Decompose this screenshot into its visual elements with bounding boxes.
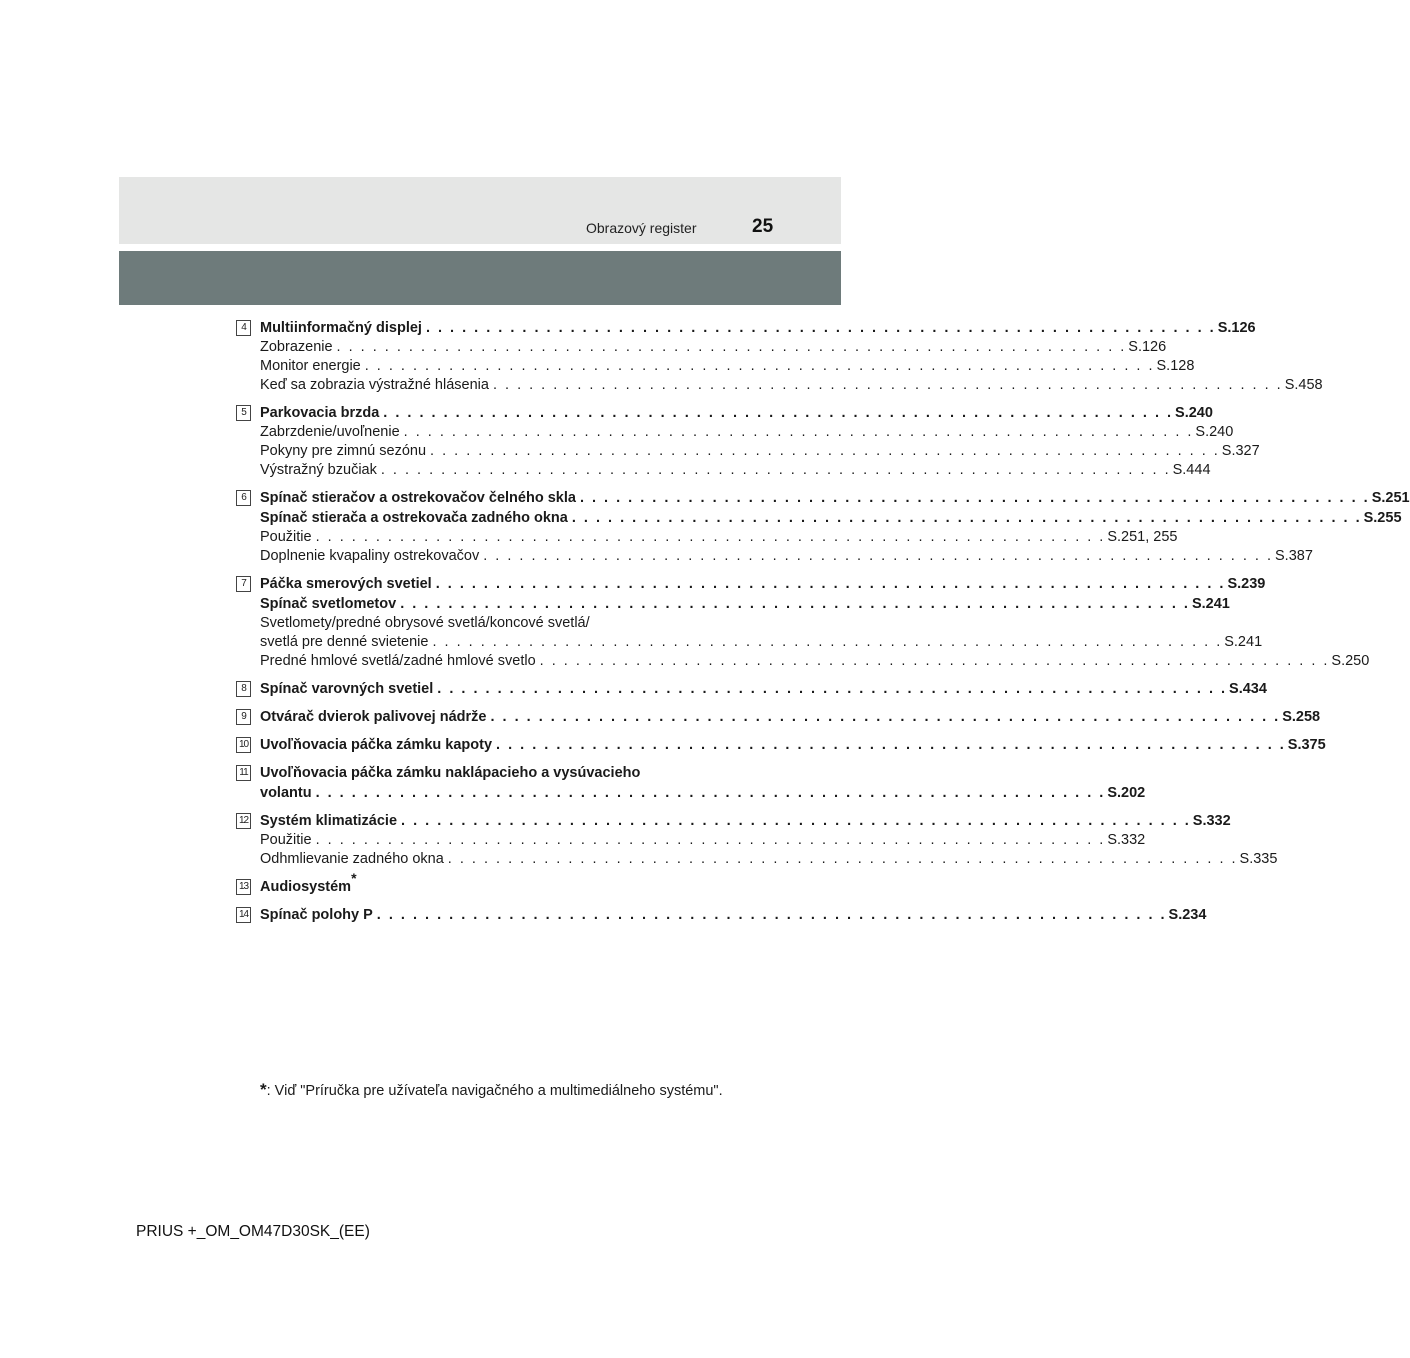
dot-leader: . . . . . . . . . . . . . . . . . . . . . . . . . . . . . . . . . . . . . . . . . . . . . . . . . . . . . . . . . . . . . . . . . . (571, 510, 1362, 526)
page-reference: S.250 (1331, 653, 1370, 669)
page-reference: S.202 (1107, 785, 1146, 801)
callout-number-marker: 12 (236, 813, 251, 829)
header-band-light (119, 177, 841, 244)
callout-number-marker: 6 (236, 490, 251, 506)
index-entry-sub[interactable] (260, 547, 1313, 566)
entry-label: Spínač stieračov a ostrekovačov čelného skla (260, 490, 576, 506)
page-reference: S.327 (1221, 443, 1260, 459)
dot-leader: . . . . . . . . . . . . . . . . . . . . . . . . . . . . . . . . . . . . . . . . . . . . . . . . . . . . . . . . . . . . . . . . . . (430, 443, 1220, 459)
index-entry-main[interactable] (260, 594, 1230, 614)
document-code: PRIUS +_OM_OM47D30SK_(EE) (136, 1223, 370, 1240)
index-group-8 (236, 679, 1267, 699)
page-reference: S.240 (1175, 405, 1213, 421)
callout-number-marker: 8 (236, 681, 251, 697)
index-group-13 (236, 870, 724, 897)
index-entry-main[interactable] (260, 905, 1207, 925)
index-group-6 (236, 488, 1410, 566)
index-entry-main[interactable] (260, 707, 1321, 727)
page-reference: S.251 (1371, 490, 1410, 506)
dot-leader: . . . . . . . . . . . . . . . . . . . . . . . . . . . . . . . . . . . . . . . . . . . . . . . . . . . . . . . . . . . . . . . . . . (315, 832, 1106, 848)
index-entry-main[interactable] (260, 763, 724, 783)
entry-label: Keď sa zobrazia výstražné hlásenia (260, 377, 489, 393)
page-reference: S.258 (1282, 709, 1321, 725)
entry-label: Predné hmlové svetlá/zadné hmlové svetlo (260, 653, 536, 669)
index-entry-main[interactable] (260, 735, 1326, 755)
entry-label: Výstražný bzučiak (260, 462, 377, 478)
index-entry-main[interactable] (260, 508, 1402, 528)
page-reference: S.335 (1239, 851, 1278, 867)
index-entry-main[interactable] (260, 488, 1410, 508)
page-reference: S.128 (1156, 358, 1195, 374)
index-entry-sub[interactable] (260, 423, 1234, 442)
callout-number-marker: 4 (236, 320, 251, 336)
entry-label: Uvoľňovacia páčka zámku kapoty (260, 737, 493, 753)
index-entry-main[interactable] (260, 811, 1231, 831)
index-entry-sub[interactable] (260, 357, 1195, 376)
entry-label: Spínač stierača a ostrekovača zadného okna (260, 510, 568, 526)
page-reference: S.332 (1107, 832, 1146, 848)
entry-label: Spínač varovných svetiel (260, 681, 434, 697)
callout-number-marker: 7 (236, 576, 251, 592)
index-entry-sub[interactable] (260, 633, 1263, 652)
index-group-9 (236, 707, 1321, 727)
dot-leader: . . . . . . . . . . . . . . . . . . . . . . . . . . . . . . . . . . . . . . . . . . . . . . . . . . . . . . . . . . . . . . . . . . (364, 358, 1155, 374)
page-reference: S.387 (1275, 548, 1313, 564)
callout-number-marker: 11 (236, 765, 251, 781)
dot-leader: . . . . . . . . . . . . . . . . . . . . . . . . . . . . . . . . . . . . . . . . . . . . . . . . . . . . . . . . . . . . . . . . . . (435, 576, 1226, 592)
callout-number-marker: 13 (236, 879, 251, 895)
index-entry-sub[interactable] (260, 376, 1323, 395)
dot-leader: . . . . . . . . . . . . . . . . . . . . . . . . . . . . . . . . . . . . . . . . . . . . . . . . . . . . . . . . . . . . . . . . . . (315, 785, 1106, 801)
dot-leader: . . . . . . . . . . . . . . . . . . . . . . . . . . . . . . . . . . . . . . . . . . . . . . . . . . . . . . . . . . . . . . . . . . (496, 737, 1286, 753)
callout-number-marker: 14 (236, 907, 251, 923)
page-reference: S.255 (1363, 510, 1402, 526)
entry-label: Multiinformačný displej (260, 320, 422, 336)
entry-label: Spínač polohy P (260, 907, 373, 923)
callout-number-marker: 5 (236, 405, 251, 421)
callout-number-marker: 10 (236, 737, 251, 753)
dot-leader: . . . . . . . . . . . . . . . . . . . . . . . . . . . . . . . . . . . . . . . . . . . . . . . . . . . . . . . . . . . . . . . . . . (492, 377, 1283, 393)
dot-leader: . . . . . . . . . . . . . . . . . . . . . . . . . . . . . . . . . . . . . . . . . . . . . . . . . . . . . . . . . . . . . . . . . . (483, 548, 1273, 564)
page-reference: S.241 (1191, 596, 1230, 612)
dot-leader: . . . . . . . . . . . . . . . . . . . . . . . . . . . . . . . . . . . . . . . . . . . . . . . . . . . . . . . . . . . . . . . . . . (401, 813, 1191, 829)
page-reference: S.240 (1195, 424, 1234, 440)
page-reference: S.126 (1128, 339, 1167, 355)
index-entry-main[interactable] (260, 318, 1256, 338)
callout-number-marker: 9 (236, 709, 251, 725)
page-reference: S.434 (1229, 681, 1267, 697)
entry-label: Doplnenie kvapaliny ostrekovačov (260, 548, 480, 564)
page-reference: S.458 (1284, 377, 1323, 393)
page-reference: S.444 (1172, 462, 1211, 478)
dot-leader: . . . . . . . . . . . . . . . . . . . . . . . . . . . . . . . . . . . . . . . . . . . . . . . . . . . . . . . . . . . . . . . . . . (336, 339, 1127, 355)
entry-label: svetlá pre denné svietenie (260, 634, 429, 650)
dot-leader: . . . . . . . . . . . . . . . . . . . . . . . . . . . . . . . . . . . . . . . . . . . . . . . . . . . . . . . . . . . . . . . . . . (447, 851, 1238, 867)
index-entry-main[interactable] (260, 870, 724, 897)
page-reference: S.239 (1227, 576, 1266, 592)
dot-leader: . . . . . . . . . . . . . . . . . . . . . . . . . . . . . . . . . . . . . . . . . . . . . . . . . . . . . . . . . . . . . . . . . . (539, 653, 1330, 669)
entry-label: Použitie (260, 832, 312, 848)
page-reference: S.126 (1217, 320, 1256, 336)
section-title: Obrazový register (586, 220, 697, 236)
page-reference: S.234 (1168, 907, 1207, 923)
entry-label: Monitor energie (260, 358, 361, 374)
dot-leader: . . . . . . . . . . . . . . . . . . . . . . . . . . . . . . . . . . . . . . . . . . . . . . . . . . . . . . . . . . . . . . . . . . (579, 490, 1370, 506)
pictorial-index-list (236, 318, 1410, 925)
page-reference: S.251, 255 (1107, 529, 1178, 545)
index-group-4 (236, 318, 1323, 395)
index-entry-sub[interactable] (260, 614, 724, 633)
index-entry-sub[interactable] (260, 831, 1146, 850)
entry-label: Parkovacia brzda (260, 405, 380, 421)
index-entry-main[interactable] (260, 679, 1267, 699)
index-group-11 (236, 763, 1146, 803)
footnote (260, 1080, 723, 1100)
footnote-text: : Viď "Príručka pre užívateľa navigačného a multimediálneho systému". (266, 1083, 723, 1099)
dot-leader: . . . . . . . . . . . . . . . . . . . . . . . . . . . . . . . . . . . . . . . . . . . . . . . . . . . . . . . . . . . . . . . . . . (376, 907, 1167, 923)
page-reference: S.375 (1287, 737, 1326, 753)
index-entry-main[interactable] (260, 574, 1266, 594)
dot-leader: . . . . . . . . . . . . . . . . . . . . . . . . . . . . . . . . . . . . . . . . . . . . . . . . . . . . . . . . . . . . . . . . . . (490, 709, 1281, 725)
page-reference: S.332 (1192, 813, 1231, 829)
index-entry-sub[interactable] (260, 652, 1370, 671)
index-entry-main[interactable] (260, 783, 1146, 803)
dot-leader: . . . . . . . . . . . . . . . . . . . . . . . . . . . . . . . . . . . . . . . . . . . . . . . . . . . . . . . . . . . . . . . . . . (437, 681, 1228, 697)
dot-leader: . . . . . . . . . . . . . . . . . . . . . . . . . . . . . . . . . . . . . . . . . . . . . . . . . . . . . . . . . . . . . . . . . . (403, 424, 1194, 440)
entry-label: Zobrazenie (260, 339, 333, 355)
index-entry-sub[interactable] (260, 338, 1167, 357)
entry-label: Audiosystém (260, 879, 352, 895)
index-entry-sub[interactable] (260, 442, 1260, 461)
page-reference: S.241 (1224, 634, 1263, 650)
dot-leader: . . . . . . . . . . . . . . . . . . . . . . . . . . . . . . . . . . . . . . . . . . . . . . . . . . . . . . . . . . . . . . . . . . (425, 320, 1216, 336)
entry-label: Použitie (260, 529, 312, 545)
index-group-7 (236, 574, 1370, 671)
entry-label: Páčka smerových svetiel (260, 576, 432, 592)
entry-label: Otvárač dvierok palivovej nádrže (260, 709, 487, 725)
dot-leader: . . . . . . . . . . . . . . . . . . . . . . . . . . . . . . . . . . . . . . . . . . . . . . . . . . . . . . . . . . . . . . . . . . (315, 529, 1106, 545)
index-group-5 (236, 403, 1260, 480)
index-group-10 (236, 735, 1326, 755)
index-entry-sub[interactable] (260, 850, 1278, 869)
index-entry-sub[interactable] (260, 461, 1211, 480)
entry-label: Systém klimatizácie (260, 813, 398, 829)
footnote-reference-asterisk: * (351, 870, 357, 887)
entry-label: Pokyny pre zimnú sezónu (260, 443, 427, 459)
index-group-14 (236, 905, 1207, 925)
entry-label: Spínač svetlometov (260, 596, 397, 612)
dot-leader: . . . . . . . . . . . . . . . . . . . . . . . . . . . . . . . . . . . . . . . . . . . . . . . . . . . . . . . . . . . . . . . . . . (380, 462, 1171, 478)
entry-label: Odhmlievanie zadného okna (260, 851, 444, 867)
dot-leader: . . . . . . . . . . . . . . . . . . . . . . . . . . . . . . . . . . . . . . . . . . . . . . . . . . . . . . . . . . . . . . . . . . (400, 596, 1190, 612)
dot-leader: . . . . . . . . . . . . . . . . . . . . . . . . . . . . . . . . . . . . . . . . . . . . . . . . . . . . . . . . . . . . . . . . . . (432, 634, 1223, 650)
entry-label: Svetlomety/predné obrysové svetlá/koncové svetlá/ (260, 615, 590, 631)
index-entry-main[interactable] (260, 403, 1213, 423)
page-number: 25 (752, 216, 774, 237)
entry-label: volantu (260, 785, 312, 801)
index-group-12 (236, 811, 1278, 869)
header-band-dark (119, 251, 841, 305)
dot-leader: . . . . . . . . . . . . . . . . . . . . . . . . . . . . . . . . . . . . . . . . . . . . . . . . . . . . . . . . . . . . . . . . . . (383, 405, 1174, 421)
entry-label: Uvoľňovacia páčka zámku naklápacieho a vysúvacieho (260, 765, 641, 781)
footnote-asterisk: * (260, 1080, 267, 1099)
entry-label: Zabrzdenie/uvoľnenie (260, 424, 400, 440)
index-entry-sub[interactable] (260, 528, 1178, 547)
